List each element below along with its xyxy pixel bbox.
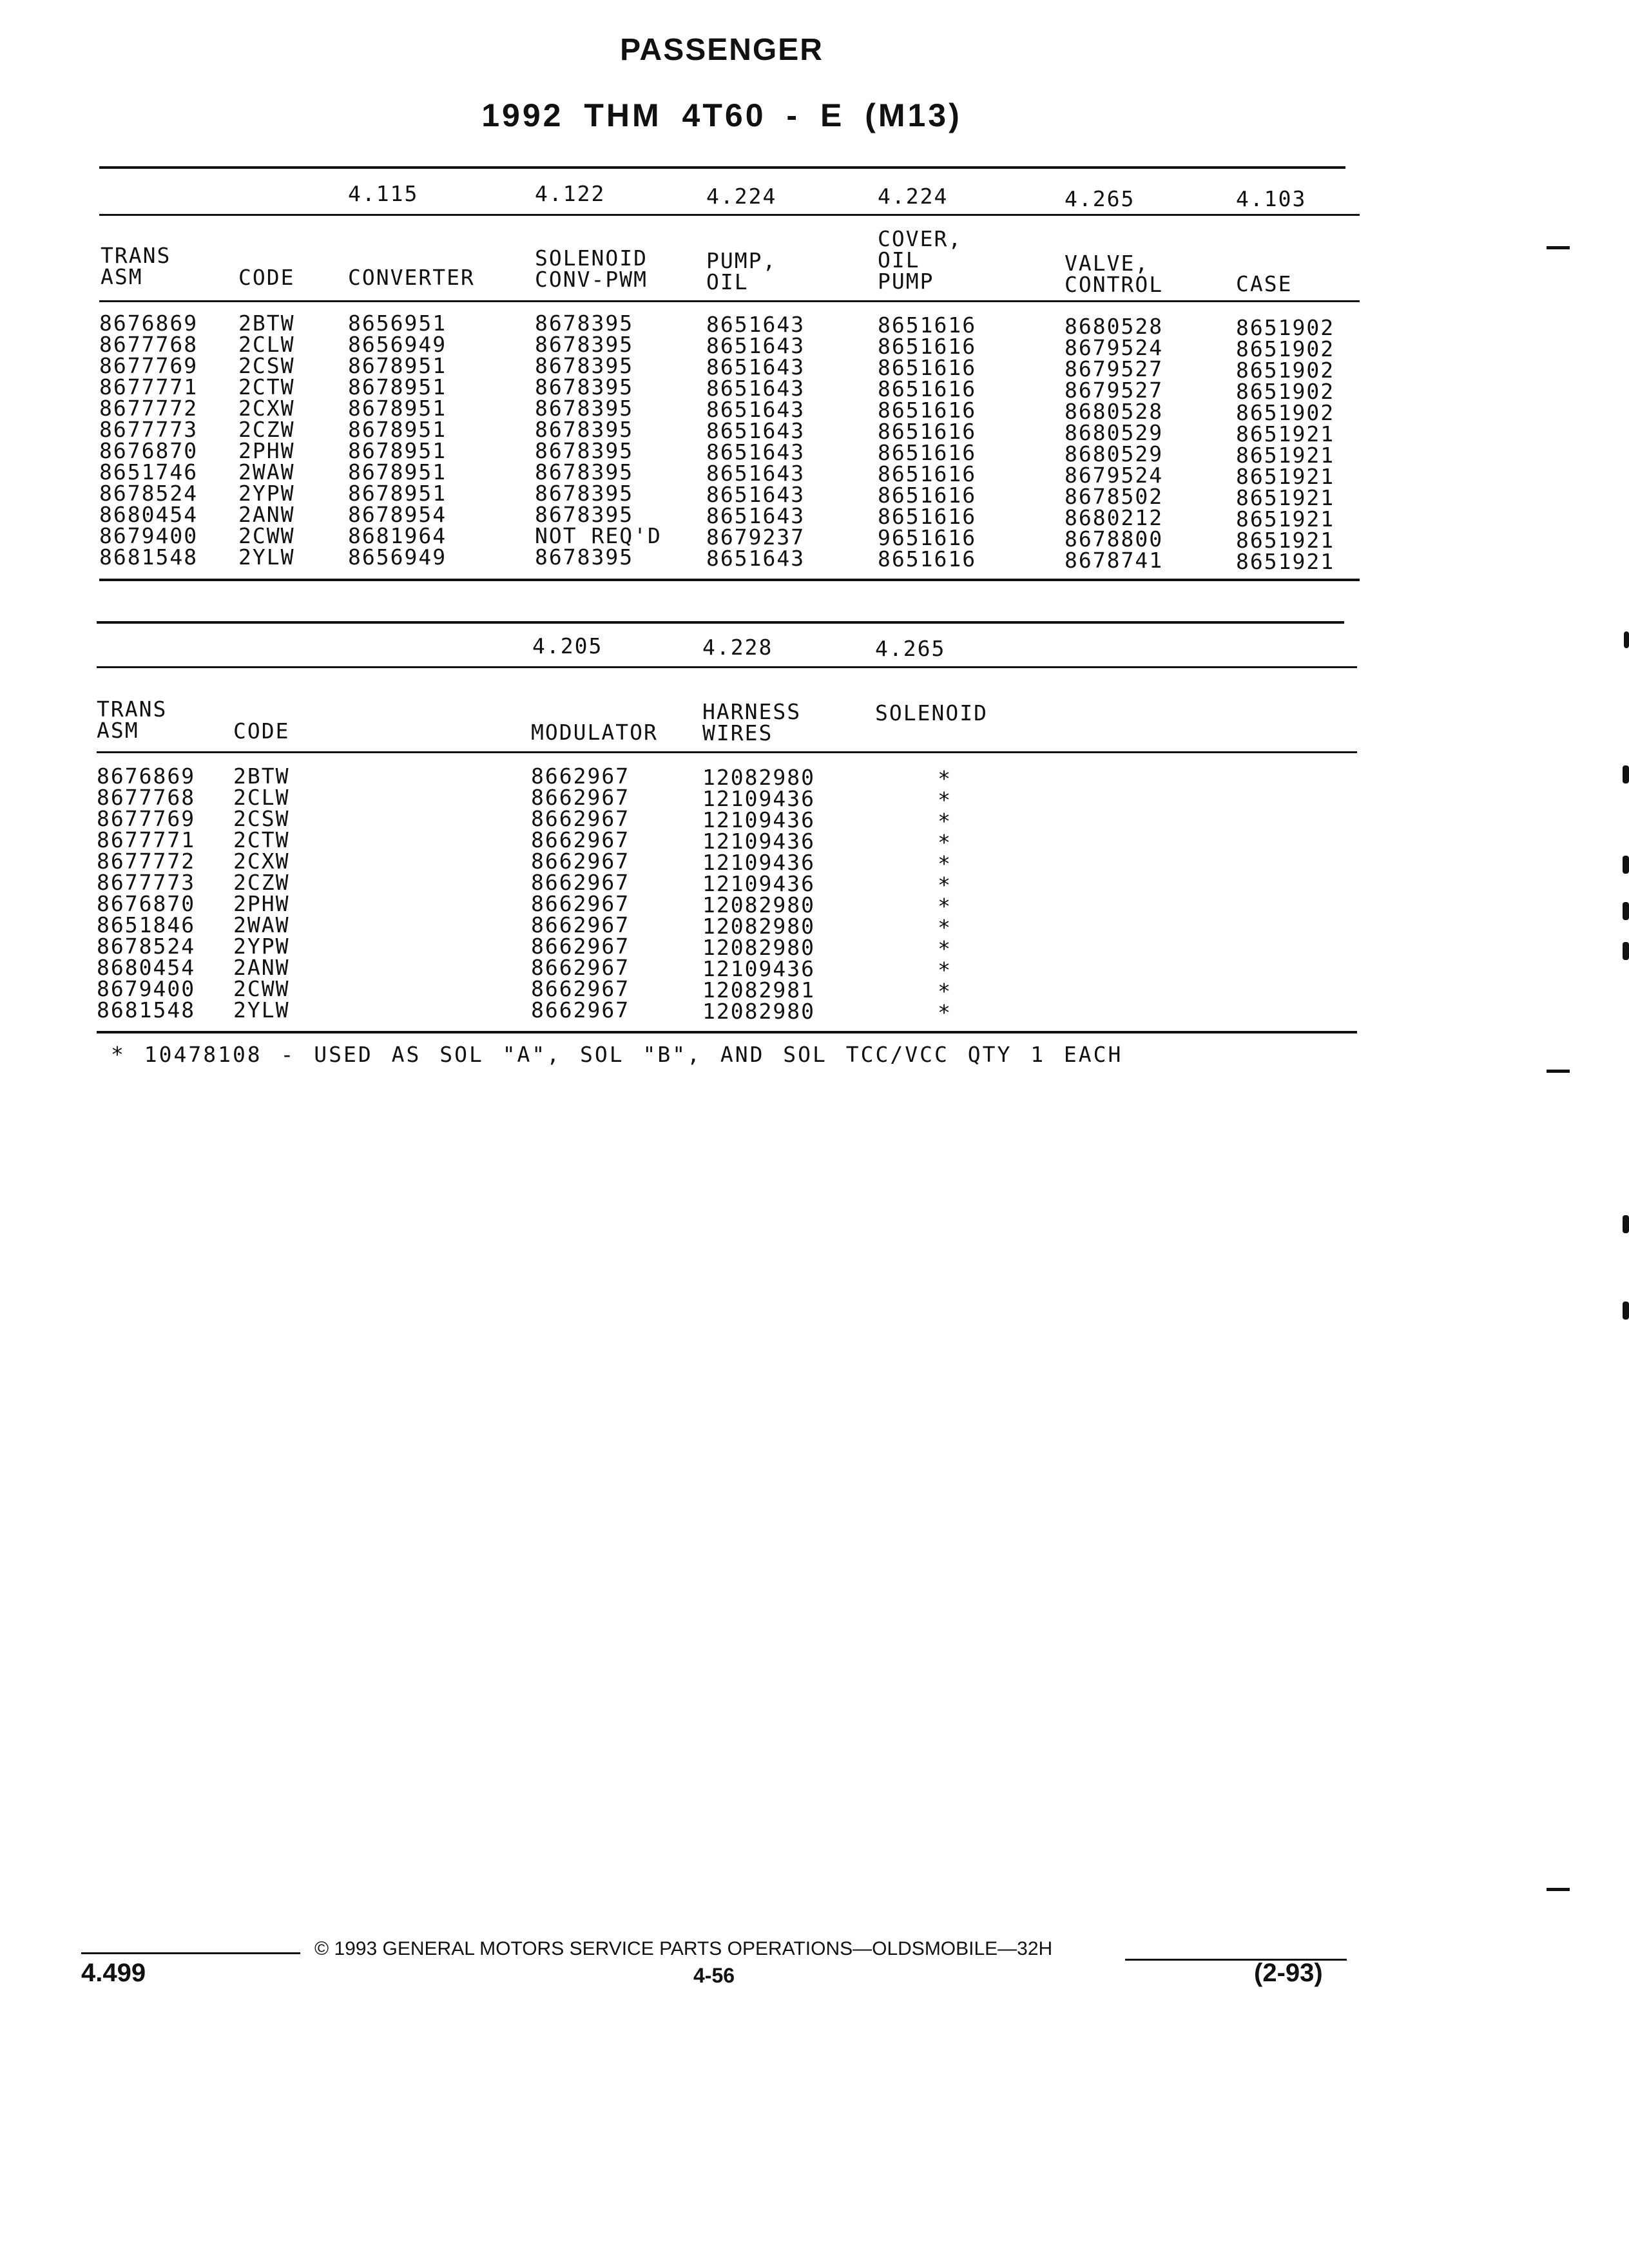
table-cell: 2CSW <box>233 806 290 831</box>
table2-top-rule <box>97 621 1344 624</box>
edge-mark <box>1623 942 1629 960</box>
table-cell: 8651846 <box>97 912 196 937</box>
table-cell: 8651921 <box>1236 528 1335 553</box>
table-cell: 12109436 <box>702 829 815 854</box>
table-cell: 2PHW <box>233 891 290 916</box>
table-cell: 12082980 <box>702 892 815 918</box>
table-cell: 8651643 <box>706 397 805 422</box>
table1-group-cover: 4.224 <box>878 184 949 209</box>
table-cell: 8651616 <box>878 419 977 444</box>
footer-page-left: 4.499 <box>81 1959 146 1987</box>
table-cell: 8680529 <box>1065 441 1164 466</box>
table1-header-rule <box>99 300 1360 302</box>
table1-group-solenoid: 4.122 <box>535 181 606 206</box>
table-cell: 8678395 <box>535 332 634 357</box>
table1-col-valve <box>1065 316 1163 571</box>
table-cell: 8679237 <box>706 524 805 550</box>
edge-mark <box>1547 1070 1570 1073</box>
table-cell: 8651643 <box>706 354 805 380</box>
table-cell: 8651746 <box>99 459 198 485</box>
table-cell: 8656949 <box>348 332 447 357</box>
table-cell: 8679524 <box>1065 463 1164 488</box>
table-cell: 8680212 <box>1065 505 1164 530</box>
table-cell: 8678395 <box>535 311 634 336</box>
table-cell: 8677771 <box>97 827 196 852</box>
table-cell: 12082980 <box>702 914 815 939</box>
edge-mark <box>1623 856 1629 874</box>
table-cell: 8662967 <box>531 764 630 789</box>
table-cell: 12082980 <box>702 999 815 1024</box>
table1-header-converter: CONVERTER <box>348 265 475 290</box>
footnote: * 10478108 - USED AS SOL "A", SOL "B", AND SOL TCC/VCC QTY 1 EACH <box>111 1042 1123 1067</box>
table1-bottom-rule <box>99 579 1360 581</box>
table-cell: 12082981 <box>702 977 815 1003</box>
table-cell: 2YPW <box>238 481 295 506</box>
table-cell: 8651902 <box>1236 400 1335 425</box>
table-cell: 8681548 <box>99 544 198 570</box>
page-title: 1992 THM 4T60 - E (M13) <box>481 97 962 133</box>
table2-bottom-rule <box>97 1031 1357 1033</box>
table-cell: 8651616 <box>878 504 977 529</box>
table-cell: * <box>938 872 952 898</box>
table-cell: 8678951 <box>348 481 447 506</box>
table-cell: 8677768 <box>97 785 196 810</box>
table-cell: 2CLW <box>238 332 295 357</box>
table-cell: 2CSW <box>238 353 295 378</box>
table-cell: 8678395 <box>535 417 634 442</box>
table-cell: 2ANW <box>233 955 290 980</box>
table1-header-cover: COVER, OIL PUMP <box>878 226 963 294</box>
table-cell: 8678502 <box>1065 484 1164 509</box>
footer-page-right: (2-93) <box>1254 1959 1323 1987</box>
table-cell: 8676870 <box>99 438 198 463</box>
table-cell: 8681964 <box>348 523 447 548</box>
table-cell: 12082980 <box>702 765 815 790</box>
table-cell: 8651616 <box>878 440 977 465</box>
table-cell: 8679527 <box>1065 356 1164 381</box>
table-cell: 8680528 <box>1065 314 1164 339</box>
table-cell: 8677768 <box>99 332 198 357</box>
table-cell: 8678951 <box>348 438 447 463</box>
table-cell: 8678800 <box>1065 526 1164 552</box>
table-cell: 8651643 <box>706 439 805 465</box>
table-cell: 12109436 <box>702 786 815 811</box>
table1-col-trans-asm <box>99 312 198 568</box>
table1-col-converter <box>348 312 447 568</box>
table1-header-code: CODE <box>238 265 295 290</box>
table-cell: 8662967 <box>531 976 630 1001</box>
table-cell: 8677772 <box>99 396 198 421</box>
table-cell: 8677769 <box>97 806 196 831</box>
table-cell: 9651616 <box>878 525 977 550</box>
table-cell: 8651643 <box>706 333 805 358</box>
table-cell: 8662967 <box>531 849 630 874</box>
table2-col-trans-asm <box>97 765 195 1021</box>
table-cell: 2YLW <box>233 997 290 1023</box>
footer-copyright: © 1993 GENERAL MOTORS SERVICE PARTS OPERATIONS—OLDSMOBILE—32H <box>314 1938 1053 1959</box>
table-cell: * <box>938 787 952 812</box>
table-cell: 8662967 <box>531 891 630 916</box>
table-cell: 8651616 <box>878 334 977 359</box>
table-cell: 2CWW <box>233 976 290 1001</box>
table-cell: 8678395 <box>535 481 634 506</box>
table-cell: 8678524 <box>99 481 198 506</box>
table2-header-modulator: MODULATOR <box>531 720 658 745</box>
table-cell: 8651921 <box>1236 485 1335 510</box>
table1-header-valve: VALVE, CONTROL <box>1065 251 1164 297</box>
table-cell: 8678395 <box>535 396 634 421</box>
table-cell: * <box>938 766 952 791</box>
table-cell: 8651902 <box>1236 336 1335 361</box>
table-cell: 8651616 <box>878 483 977 508</box>
table-cell: 8678395 <box>535 459 634 485</box>
table-cell: 12109436 <box>702 871 815 896</box>
table-cell: 12109436 <box>702 956 815 981</box>
table-cell: 8678951 <box>348 459 447 485</box>
table1-header-trans-asm: TRANS ASM <box>101 243 171 289</box>
table1-header-case: CASE <box>1236 271 1293 296</box>
table1-header-solenoid: SOLENOID CONV-PWM <box>535 245 648 292</box>
edge-mark <box>1547 246 1570 249</box>
table-cell: * <box>938 979 952 1004</box>
table-cell: 8651921 <box>1236 443 1335 468</box>
table1-top-rule <box>99 166 1345 169</box>
table-cell: 8662967 <box>531 997 630 1023</box>
table-cell: 2ANW <box>238 502 295 527</box>
table2-col-code <box>233 765 289 1021</box>
table-cell: 8651921 <box>1236 506 1335 532</box>
table-cell: 2WAW <box>233 912 290 937</box>
table-cell: 12109436 <box>702 850 815 875</box>
table-cell: 8677771 <box>99 374 198 399</box>
edge-mark <box>1623 902 1629 920</box>
table2-header-solenoid: SOLENOID <box>875 700 988 726</box>
table-cell: 8681548 <box>97 997 196 1023</box>
table-cell: 8678524 <box>97 934 196 959</box>
table-cell: 8662967 <box>531 912 630 937</box>
table-cell: 2CWW <box>238 523 295 548</box>
table2-group-rule <box>97 666 1357 668</box>
table1-col-code <box>238 312 294 568</box>
table-cell: 8679527 <box>1065 378 1164 403</box>
table-cell: 8651616 <box>878 312 977 338</box>
table-cell: 12109436 <box>702 807 815 832</box>
table-cell: 8678395 <box>535 544 634 570</box>
table1-col-case <box>1236 317 1335 572</box>
table-cell: 2WAW <box>238 459 295 485</box>
table2-header-code: CODE <box>233 718 290 744</box>
table-cell: 2YLW <box>238 544 295 570</box>
table-cell: 8651902 <box>1236 379 1335 404</box>
table2-col-modulator <box>531 765 630 1021</box>
table-cell: 8651616 <box>878 376 977 401</box>
page-category-heading: PASSENGER <box>620 33 824 67</box>
table-cell: 8678741 <box>1065 548 1164 573</box>
table-cell: 2CZW <box>238 417 295 442</box>
table-cell: 8679400 <box>99 523 198 548</box>
table-cell: 8651643 <box>706 376 805 401</box>
table2-group-solenoid: 4.265 <box>875 636 946 661</box>
table-cell: * <box>938 809 952 834</box>
table-cell: 8651616 <box>878 546 977 572</box>
table1-col-solenoid <box>535 312 662 568</box>
table-cell: 8662967 <box>531 955 630 980</box>
table-cell: 8656951 <box>348 311 447 336</box>
table-cell: 8662967 <box>531 934 630 959</box>
table-cell: 2YPW <box>233 934 290 959</box>
table-cell: 8651643 <box>706 482 805 507</box>
table-cell: 2BTW <box>238 311 295 336</box>
table-cell: 8678395 <box>535 502 634 527</box>
table-cell: 2CLW <box>233 785 290 810</box>
edge-mark <box>1623 765 1629 783</box>
table-cell: * <box>938 1000 952 1025</box>
table-cell: 2PHW <box>238 438 295 463</box>
table-cell: 12082980 <box>702 935 815 960</box>
table2-col-solenoid <box>928 768 961 1023</box>
table-cell: 8678951 <box>348 417 447 442</box>
table2-header-harness: HARNESS WIRES <box>702 699 802 745</box>
table-cell: 8678395 <box>535 353 634 378</box>
table-cell: 8676870 <box>97 891 196 916</box>
table-cell: NOT REQ'D <box>535 523 662 548</box>
table-cell: * <box>938 915 952 940</box>
table2-col-harness <box>702 767 815 1022</box>
table-cell: 8677769 <box>99 353 198 378</box>
table-cell: 8662967 <box>531 870 630 895</box>
table-cell: 8676869 <box>97 764 196 789</box>
table-cell: 8651921 <box>1236 464 1335 489</box>
table2-group-harness: 4.228 <box>702 635 773 660</box>
table-cell: 8680454 <box>97 955 196 980</box>
table1-group-pump: 4.224 <box>706 184 777 209</box>
table2-group-modulator: 4.205 <box>532 633 603 658</box>
table2-header-trans-asm: TRANS ASM <box>97 697 168 743</box>
table-cell: * <box>938 936 952 961</box>
table-cell: 8678951 <box>348 353 447 378</box>
table-cell: 8651643 <box>706 461 805 486</box>
edge-mark <box>1624 631 1629 648</box>
table-cell: 2BTW <box>233 764 290 789</box>
table-cell: 8680529 <box>1065 420 1164 445</box>
table-cell: 8678951 <box>348 396 447 421</box>
table1-group-case: 4.103 <box>1236 186 1307 211</box>
table-cell: 2CZW <box>233 870 290 895</box>
table-cell: 8677772 <box>97 849 196 874</box>
table-cell: 8651616 <box>878 355 977 380</box>
table-cell: 8680528 <box>1065 399 1164 424</box>
table-cell: 8678954 <box>348 502 447 527</box>
table-cell: 8656949 <box>348 544 447 570</box>
table-cell: * <box>938 894 952 919</box>
table-cell: 2CXW <box>233 849 290 874</box>
table-cell: 8651921 <box>1236 549 1335 574</box>
table-cell: * <box>938 830 952 855</box>
table-cell: 8651902 <box>1236 358 1335 383</box>
table-cell: 8662967 <box>531 785 630 810</box>
table-cell: 8677773 <box>97 870 196 895</box>
table-cell: 2CTW <box>233 827 290 852</box>
table-cell: 8651921 <box>1236 421 1335 447</box>
edge-mark <box>1623 1302 1629 1320</box>
table-cell: 2CTW <box>238 374 295 399</box>
footer-page-center: 4-56 <box>693 1964 735 1987</box>
table-cell: 8651643 <box>706 546 805 571</box>
table-cell: 8651643 <box>706 418 805 443</box>
table1-col-pump <box>706 314 805 569</box>
table-cell: * <box>938 851 952 876</box>
table2-header-rule <box>97 751 1357 753</box>
table-cell: 8678395 <box>535 438 634 463</box>
table1-group-valve: 4.265 <box>1065 186 1135 211</box>
table1-header-pump: PUMP, OIL <box>706 248 777 294</box>
table-cell: 8679400 <box>97 976 196 1001</box>
table-cell: * <box>938 957 952 983</box>
table1-group-converter: 4.115 <box>348 181 419 206</box>
table-cell: 8651616 <box>878 461 977 486</box>
table-cell: 8651902 <box>1236 315 1335 340</box>
table-cell: 8678951 <box>348 374 447 399</box>
table-cell: 8651643 <box>706 503 805 528</box>
edge-mark <box>1623 1215 1629 1233</box>
table-cell: 8679524 <box>1065 335 1164 360</box>
footer-rule-left <box>81 1952 300 1954</box>
table-cell: 2CXW <box>238 396 295 421</box>
table-cell: 8677773 <box>99 417 198 442</box>
table-cell: 8676869 <box>99 311 198 336</box>
table-cell: 8678395 <box>535 374 634 399</box>
table-cell: 8662967 <box>531 806 630 831</box>
table-cell: 8651643 <box>706 312 805 337</box>
table-cell: 8680454 <box>99 502 198 527</box>
table1-group-rule <box>99 214 1360 216</box>
edge-mark <box>1547 1888 1570 1891</box>
table-cell: 8651616 <box>878 398 977 423</box>
table1-col-cover <box>878 314 976 570</box>
table-cell: 8662967 <box>531 827 630 852</box>
